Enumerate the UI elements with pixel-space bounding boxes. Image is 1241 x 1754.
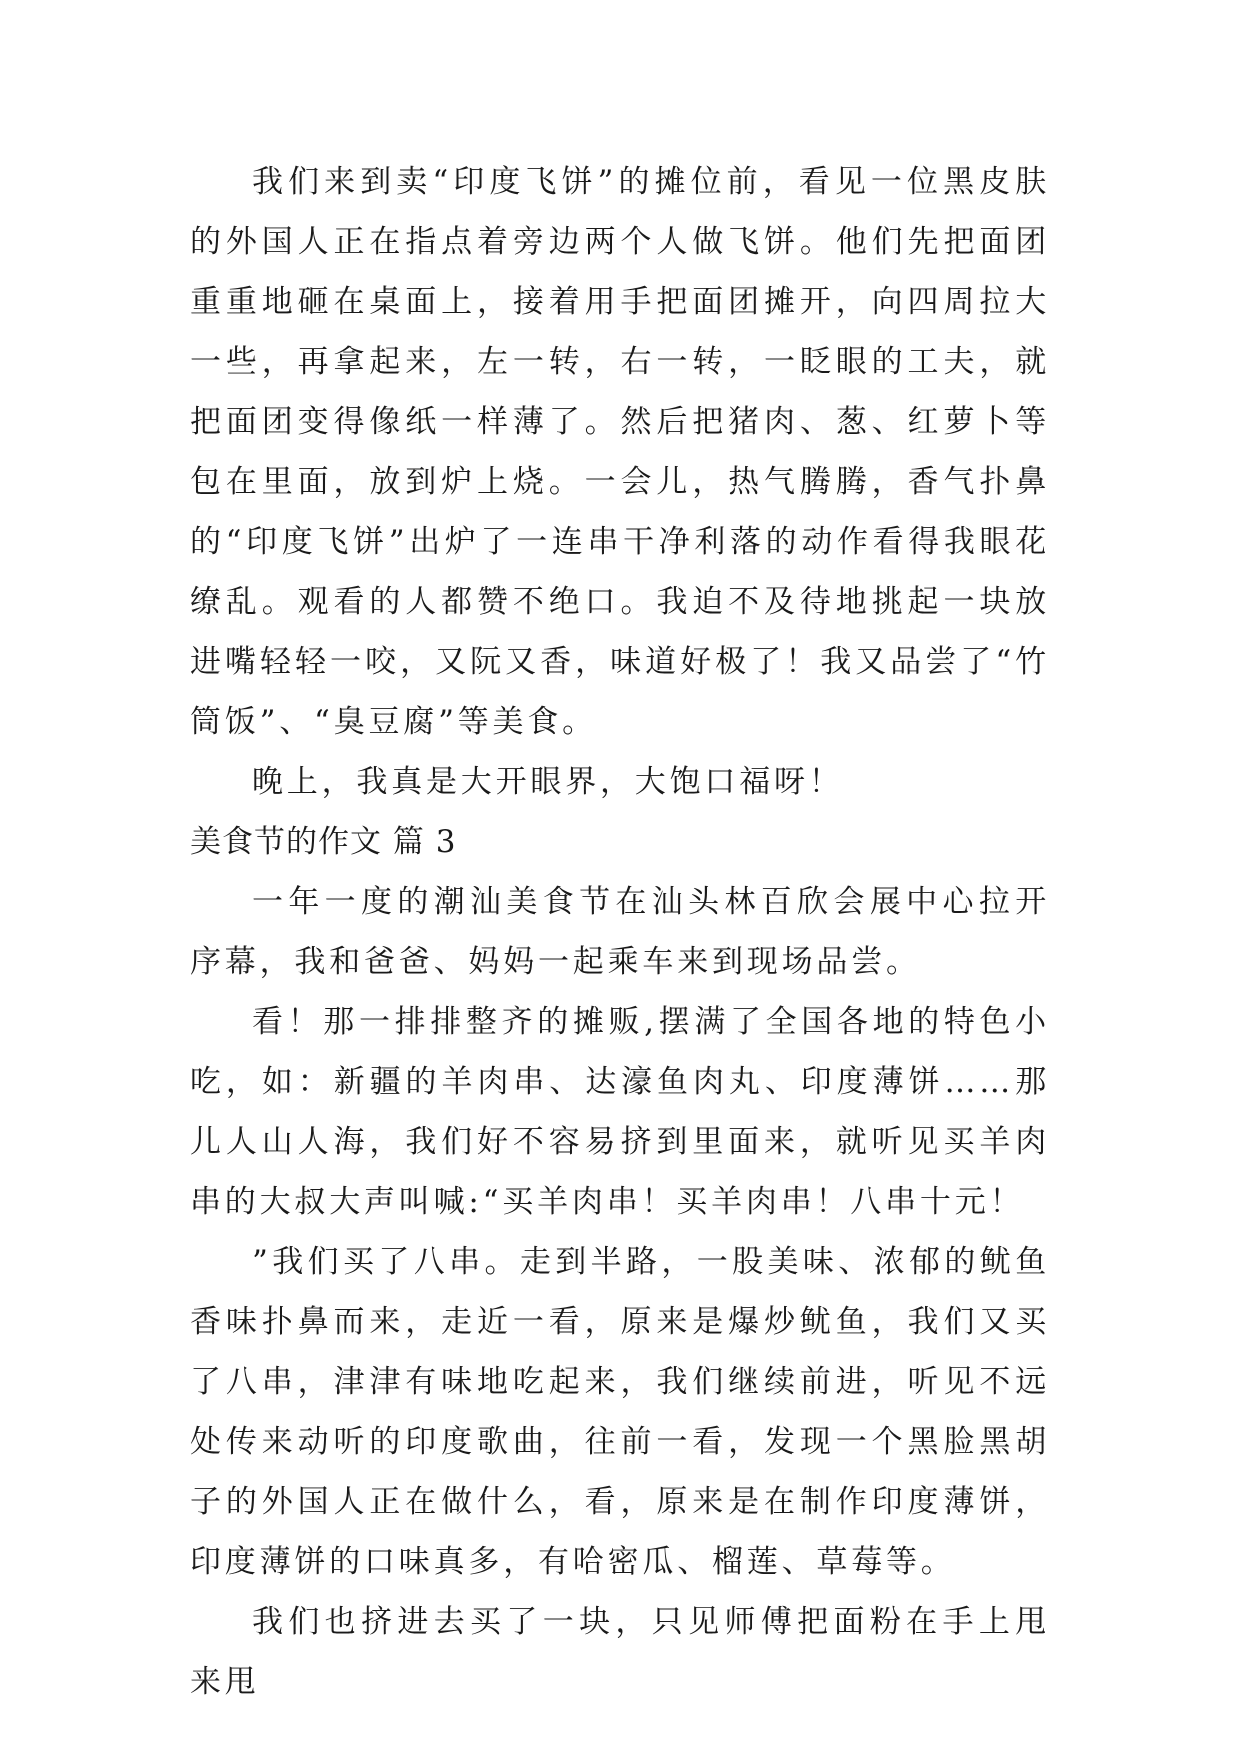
paragraph-flying-pancake: 我们来到卖“印度飞饼”的摊位前，看见一位黑皮肤的外国人正在指点着旁边两个人做飞饼。他们先把面团重重地砸在桌面上，接着用手把面团摊开，向四周拉大一些，再拿起来，左一转，右一转，一眨眼的工夫，就把面团变得像纸一样薄了。然后把猪肉、葱、红萝卜等包在里面，放到炉上烧。一会儿，热气腾腾，香气扑鼻的“印度飞饼”出炉了一连串干净利落的动作看得我眼花缭乱。观看的人都赞不绝口。我迫不及待地挑起一块放进嘴轻轻一咬，又阮又香，味道好极了！我又品尝了“竹筒饭”、“臭豆腐”等美食。 — [190, 164, 1050, 740]
paragraph-food-festival-intro: 一年一度的潮汕美食节在汕头林百欣会展中心拉开序幕，我和爸爸、妈妈一起乘车来到现场品尝。 — [190, 884, 1050, 980]
paragraph-stalls: 看！那一排排整齐的摊贩,摆满了全国各地的特色小吃，如：新疆的羊肉串、达濠鱼肉丸、印度薄饼……那儿人山人海，我们好不容易挤到里面来，就听见买羊肉串的大叔大声叫喊:“买羊肉串！买羊肉串！八串十元！ — [190, 1004, 1050, 1220]
essay-body — [190, 152, 1050, 1712]
paragraph-bought-one: 我们也挤进去买了一块，只见师傅把面粉在手上甩来甩 — [190, 1604, 1050, 1700]
paragraph-squid: ”我们买了八串。走到半路，一股美味、浓郁的鱿鱼香味扑鼻而来，走近一看，原来是爆炒鱿鱼，我们又买了八串，津津有味地吃起来，我们继续前进，听见不远处传来动听的印度歌曲，往前一看，发现一个黑脸黑胡子的外国人正在做什么，看，原来是在制作印度薄饼，印度薄饼的口味真多，有哈密瓜、榴莲、草莓等。 — [190, 1244, 1050, 1580]
essay-heading: 美食节的作文 篇 3 — [190, 824, 457, 860]
paragraph-evening: 晚上，我真是大开眼界，大饱口福呀！ — [252, 764, 844, 800]
